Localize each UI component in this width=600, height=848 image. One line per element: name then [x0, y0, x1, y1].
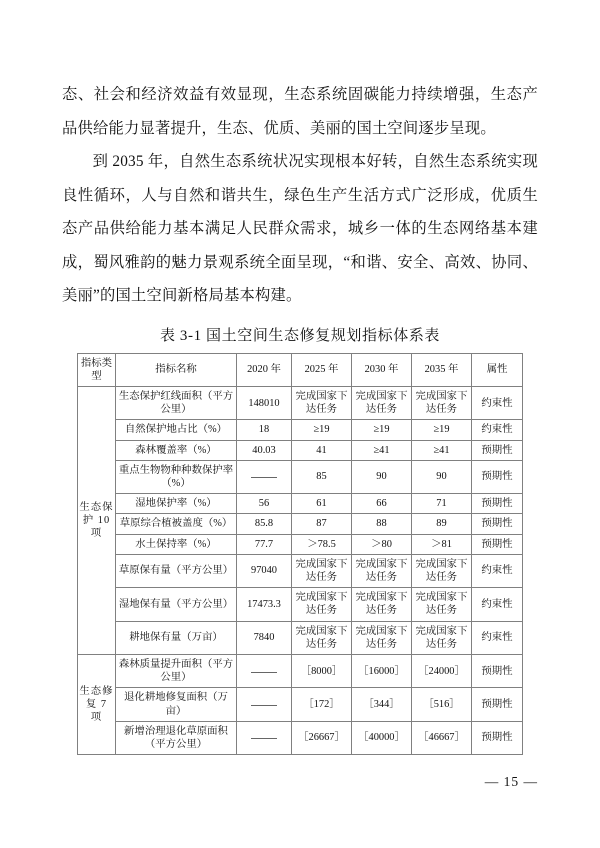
- cell-value-2030: ［40000］: [352, 721, 412, 754]
- cell-value-2025: ［8000］: [292, 654, 352, 687]
- cell-value-2025: 61: [292, 494, 352, 514]
- cell-value-2030: 完成国家下达任务: [352, 621, 412, 654]
- cell-value-2020: 40.03: [237, 440, 292, 460]
- cell-value-2035: 完成国家下达任务: [412, 554, 472, 587]
- body-paragraph-2: 到 2035 年，自然生态系统状况实现根本好转，自然生态系统实现良性循环，人与自然和谐共生，绿色生产生活方式广泛形成，优质生态产品供给能力基本满足人民群众需求，城乡一体的生态网络基本建成，蜀风雅韵的魅力景观系统全面呈现，“和谐、安全、高效、协同、美丽”的国土空间新格局基本构建。: [62, 153, 538, 304]
- cell-value-2035: ［24000］: [412, 654, 472, 687]
- column-header-2025: 2025 年: [292, 353, 352, 386]
- cell-value-2025: ≥19: [292, 420, 352, 440]
- cell-value-2035: ≥41: [412, 440, 472, 460]
- table-row: [78, 688, 523, 721]
- cell-attribute: 约束性: [472, 386, 523, 419]
- cell-attribute: 预期性: [472, 721, 523, 754]
- column-header-type: 指标类型: [78, 353, 116, 386]
- cell-attribute: 约束性: [472, 554, 523, 587]
- cell-value-2025: 完成国家下达任务: [292, 386, 352, 419]
- cell-value-2020: 148010: [237, 386, 292, 419]
- table-row: [78, 440, 523, 460]
- cell-value-2025: 85: [292, 460, 352, 493]
- cell-value-2025: ［26667］: [292, 721, 352, 754]
- cell-value-2020: 97040: [237, 554, 292, 587]
- table-row: [78, 494, 523, 514]
- cell-indicator-name: 水土保持率（%）: [116, 534, 237, 554]
- cell-attribute: 预期性: [472, 688, 523, 721]
- cell-attribute: 预期性: [472, 514, 523, 534]
- cell-value-2035: ［516］: [412, 688, 472, 721]
- empty-value-dash: [251, 477, 277, 478]
- cell-indicator-name: 耕地保有量（万亩）: [116, 621, 237, 654]
- table-body: [78, 353, 523, 755]
- table-row: [78, 386, 523, 419]
- cell-value-2030: ＞80: [352, 534, 412, 554]
- empty-value-dash: [251, 672, 277, 673]
- column-header-name: 指标名称: [116, 353, 237, 386]
- cell-attribute: 约束性: [472, 621, 523, 654]
- table-row: [78, 588, 523, 621]
- cell-attribute: 预期性: [472, 534, 523, 554]
- cell-indicator-name: 湿地保有量（平方公里）: [116, 588, 237, 621]
- table-header-row: [78, 353, 523, 386]
- empty-value-dash: [251, 738, 277, 739]
- cell-indicator-name: 生态保护红线面积（平方公里）: [116, 386, 237, 419]
- cell-value-2035: 90: [412, 460, 472, 493]
- column-header-attribute: 属性: [472, 353, 523, 386]
- cell-attribute: 预期性: [472, 440, 523, 460]
- cell-indicator-name: 森林覆盖率（%）: [116, 440, 237, 460]
- cell-value-2020: 18: [237, 420, 292, 440]
- cell-value-2020: [237, 688, 292, 721]
- cell-value-2030: ≥41: [352, 440, 412, 460]
- cell-indicator-name: 退化耕地修复面积（万亩）: [116, 688, 237, 721]
- cell-indicator-name: 草原综合植被盖度（%）: [116, 514, 237, 534]
- cell-value-2035: 89: [412, 514, 472, 534]
- table-row: [78, 621, 523, 654]
- cell-value-2025: 完成国家下达任务: [292, 588, 352, 621]
- row-group-label: 生态修复 7 项: [78, 654, 116, 754]
- cell-value-2020: [237, 460, 292, 493]
- table-row: [78, 554, 523, 587]
- cell-attribute: 约束性: [472, 420, 523, 440]
- row-group-label: 生态保护 10 项: [78, 386, 116, 654]
- cell-indicator-name: 新增治理退化草原面积（平方公里）: [116, 721, 237, 754]
- cell-value-2030: 完成国家下达任务: [352, 554, 412, 587]
- cell-value-2020: 77.7: [237, 534, 292, 554]
- cell-attribute: 预期性: [472, 494, 523, 514]
- cell-indicator-name: 自然保护地占比（%）: [116, 420, 237, 440]
- cell-value-2030: 88: [352, 514, 412, 534]
- cell-value-2035: ≥19: [412, 420, 472, 440]
- cell-value-2035: 完成国家下达任务: [412, 621, 472, 654]
- cell-value-2035: ［46667］: [412, 721, 472, 754]
- cell-attribute: 预期性: [472, 654, 523, 687]
- empty-value-dash: [251, 705, 277, 706]
- cell-value-2030: 完成国家下达任务: [352, 386, 412, 419]
- cell-value-2030: ［16000］: [352, 654, 412, 687]
- column-header-2035: 2035 年: [412, 353, 472, 386]
- column-header-2020: 2020 年: [237, 353, 292, 386]
- cell-value-2035: 71: [412, 494, 472, 514]
- column-header-2030: 2030 年: [352, 353, 412, 386]
- table-row: [78, 460, 523, 493]
- cell-attribute: 预期性: [472, 460, 523, 493]
- table-row: [78, 534, 523, 554]
- table-row: [78, 654, 523, 687]
- cell-value-2020: 17473.3: [237, 588, 292, 621]
- cell-attribute: 约束性: [472, 588, 523, 621]
- cell-indicator-name: 重点生物物种种数保护率（%）: [116, 460, 237, 493]
- cell-value-2025: 完成国家下达任务: [292, 621, 352, 654]
- cell-indicator-name: 湿地保护率（%）: [116, 494, 237, 514]
- body-paragraph-1: 态、社会和经济效益有效显现，生态系统固碳能力持续增强，生态产品供给能力显著提升，生态、优质、美丽的国土空间逐步呈现。: [62, 86, 538, 137]
- cell-value-2030: ≥19: [352, 420, 412, 440]
- cell-value-2035: 完成国家下达任务: [412, 588, 472, 621]
- cell-value-2025: 41: [292, 440, 352, 460]
- cell-value-2020: [237, 721, 292, 754]
- cell-value-2025: ＞78.5: [292, 534, 352, 554]
- indicator-system-table: [77, 353, 523, 756]
- cell-value-2030: 90: [352, 460, 412, 493]
- cell-value-2030: 66: [352, 494, 412, 514]
- cell-value-2020: 85.8: [237, 514, 292, 534]
- cell-value-2030: ［344］: [352, 688, 412, 721]
- cell-value-2025: 完成国家下达任务: [292, 554, 352, 587]
- table-caption: 表 3-1 国土空间生态修复规划指标体系表: [159, 327, 441, 344]
- cell-value-2035: ＞81: [412, 534, 472, 554]
- table-row: [78, 721, 523, 754]
- cell-indicator-name: 草原保有量（平方公里）: [116, 554, 237, 587]
- cell-value-2020: 56: [237, 494, 292, 514]
- table-row: [78, 420, 523, 440]
- table-row: [78, 514, 523, 534]
- page-number: — 15 —: [484, 774, 538, 789]
- cell-value-2025: 87: [292, 514, 352, 534]
- cell-value-2035: 完成国家下达任务: [412, 386, 472, 419]
- cell-value-2020: [237, 654, 292, 687]
- cell-value-2025: ［172］: [292, 688, 352, 721]
- cell-value-2030: 完成国家下达任务: [352, 588, 412, 621]
- cell-value-2020: 7840: [237, 621, 292, 654]
- cell-indicator-name: 森林质量提升面积（平方公里）: [116, 654, 237, 687]
